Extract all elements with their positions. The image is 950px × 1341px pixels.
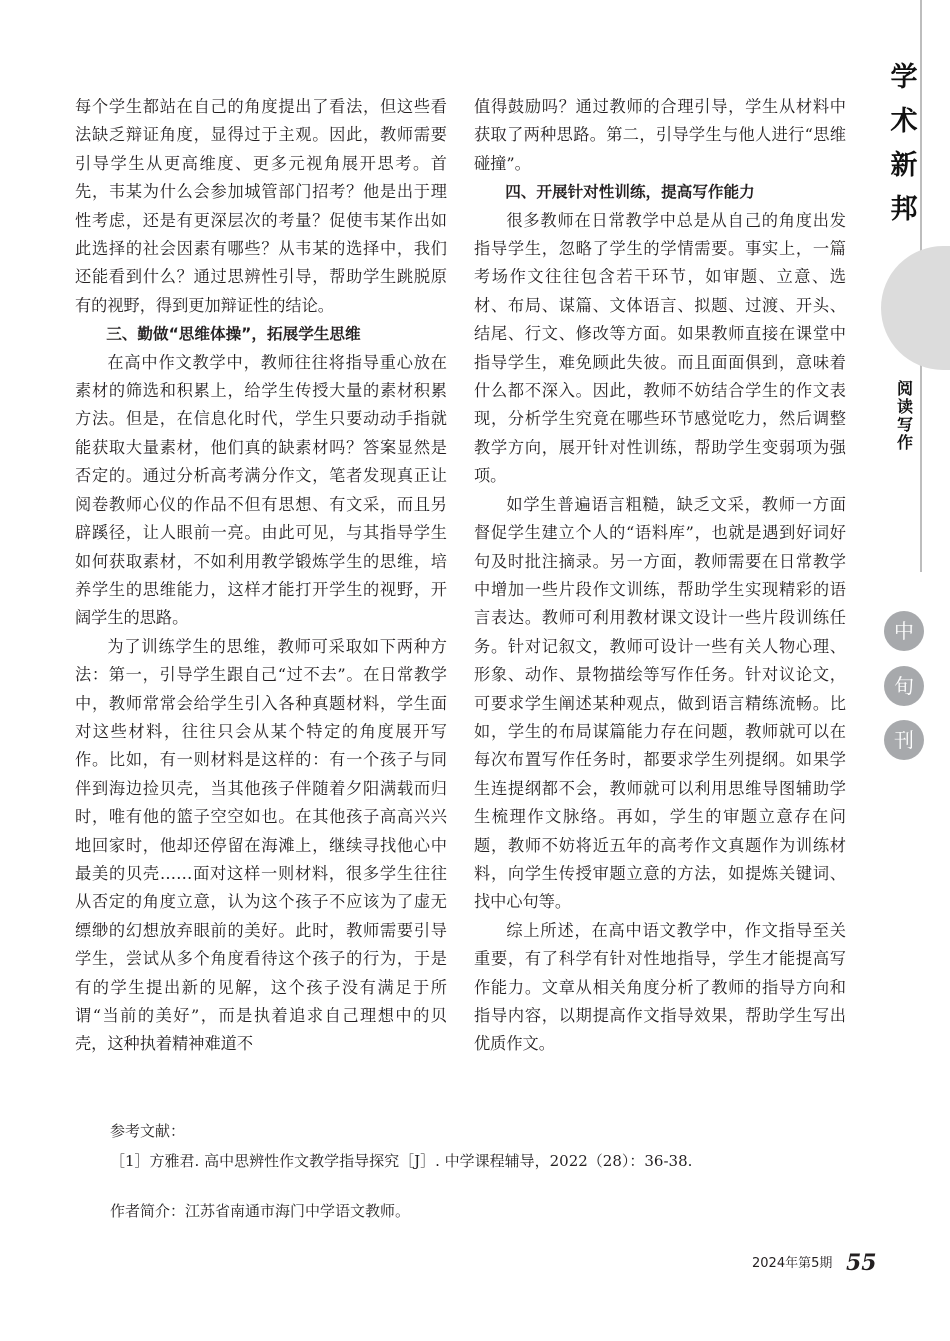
- column-title-char: 邦: [890, 194, 918, 225]
- journal-badge: 中: [884, 611, 924, 651]
- paragraph: 为了训练学生的思维，教师可采取如下两种方法：第一，引导学生跟自己“过不去”。在日常教学中，教师常常会给学生引入各种真题材料，学生面对这些材料，往往只会从某个特定的角度展开写作。比如，有一则材料是这样的：有一个孩子与同伴到海边捡贝壳，当其他孩子伴随着夕阳满载而归时，唯有他的篮子空空如也。在其他孩子高高兴兴地回家时，他却还停留在海滩上，继续寻找他心中最美的贝壳……面对这样一则材料，很多学生往往从否定的角度立意，认为这个孩子不应该为了虚无缥缈的幻想放弃眼前的美好。此时，教师需要引导学生，尝试从多个角度看待这个孩子的行为，于是有的学生提出新的见解，这个孩子没有满足于所谓“当前的美好”，而是执着追求自己理想中的贝壳，这种执着精神难道不: [75, 636, 447, 1054]
- column-title: [886, 56, 922, 232]
- section-label-char: 作: [896, 433, 913, 452]
- section-label-char: 写: [896, 415, 913, 434]
- right-column: [474, 93, 846, 1059]
- paragraph: 每个学生都站在自己的角度提出了看法，但这些看法缺乏辩证角度，显得过于主观。因此，教师需要引导学生从更高维度、更多元视角展开思考。首先，韦某为什么会参加城管部门招考？他是出于理性考虑，还是有更深层次的考量？促使韦某作出如此选择的社会因素有哪些？从韦某的选择中，我们还能看到什么？通过思辨性引导，帮助学生跳脱原有的视野，得到更加辩证性的结论。: [75, 97, 447, 315]
- journal-badge: 旬: [884, 666, 924, 706]
- page-number: 55: [846, 1250, 877, 1276]
- paragraph: 综上所述，在高中语文教学中，作文指导至关重要，有了科学有针对性地指导，学生才能提高写作能力。文章从相关角度分析了教师的指导方向和指导内容，以期提高作文指导效果，帮助学生写出优质作文。: [474, 920, 846, 1054]
- section-label-char: 阅: [896, 379, 913, 398]
- column-title-char: 学: [890, 62, 918, 93]
- paragraph: 值得鼓励吗？通过教师的合理引导，学生从材料中获取了两种思路。第二，引导学生与他人进行“思维碰撞”。: [474, 97, 846, 173]
- left-column: [75, 93, 447, 1059]
- references: [110, 1116, 692, 1176]
- journal-badge: 刊: [884, 720, 924, 760]
- paragraph: 很多教师在日常教学中总是从自己的角度出发指导学生，忽略了学生的学情需要。事实上，一篇考场作文往往包含若干环节，如审题、立意、选材、布局、谋篇、文体语言、拟题、过渡、开头、结尾、行文、修改等方面。如果教师直接在课堂中指导学生，难免顾此失彼。而且面面俱到，意味着什么都不深入。因此，教师不妨结合学生的作文表现，分析学生究竟在哪些环节感觉吃力，然后调整教学方向，展开针对性训练，帮助学生变弱项为强项。: [474, 210, 846, 486]
- column-title-char: 术: [890, 106, 918, 137]
- column-title-char: 新: [890, 150, 918, 181]
- paragraph: 在高中作文教学中，教师往往将指导重心放在素材的筛选和积累上，给学生传授大量的素材积累方法。但是，在信息化时代，学生只要动动手指就能获取大量素材，他们真的缺素材吗？答案显然是否定的。通过分析高考满分作文，笔者发现真正让阅卷教师心仪的作品不但有思想、有文采，而且另辟蹊径，让人眼前一亮。由此可见，与其指导学生如何获取素材，不如利用教学锻炼学生的思维，培养学生的思维能力，这样才能打开学生的视野，开阔学生的思路。: [75, 352, 447, 628]
- paragraph: 如学生普遍语言粗糙，缺乏文采，教师一方面督促学生建立个人的“语料库”，也就是遇到好词好句及时批注摘录。另一方面，教师需要在日常教学中增加一些片段作文训练，帮助学生实现精彩的语言表达。教师可利用教材课文设计一些片段训练任务。针对记叙文，教师可设计一些有关人物心理、形象、动作、景物描绘等写作任务。针对议论文，可要求学生阐述某种观点，做到语言精练流畅。比如，学生的布局谋篇能力存在问题，教师就可以在每次布置写作任务时，都要求学生列提纲。如果学生连提纲都不会，教师就可以利用思维导图辅助学生梳理作文脉络。再如，学生的审题立意存在问题，教师不妨将近五年的高考作文真题作为训练材料，向学生传授审题立意的方法，如提炼关键词、找中心句等。: [474, 494, 846, 912]
- section-label: [893, 380, 917, 452]
- issue-label: 2024年第5期: [752, 1256, 833, 1271]
- reference-item: ［1］方雅君. 高中思辨性作文教学指导探究［J］. 中学课程辅导，2022（28）：36-38.: [110, 1152, 693, 1170]
- section-heading: 四、开展针对性训练，提高写作能力: [505, 183, 755, 202]
- author-bio: 作者简介：江苏省南通市海门中学语文教师。: [110, 1202, 411, 1220]
- section-label-char: 读: [896, 397, 913, 416]
- section-heading: 三、勤做“思维体操”，拓展学生思维: [106, 325, 361, 344]
- decorative-circle: [881, 246, 950, 370]
- references-label: 参考文献：: [110, 1122, 186, 1140]
